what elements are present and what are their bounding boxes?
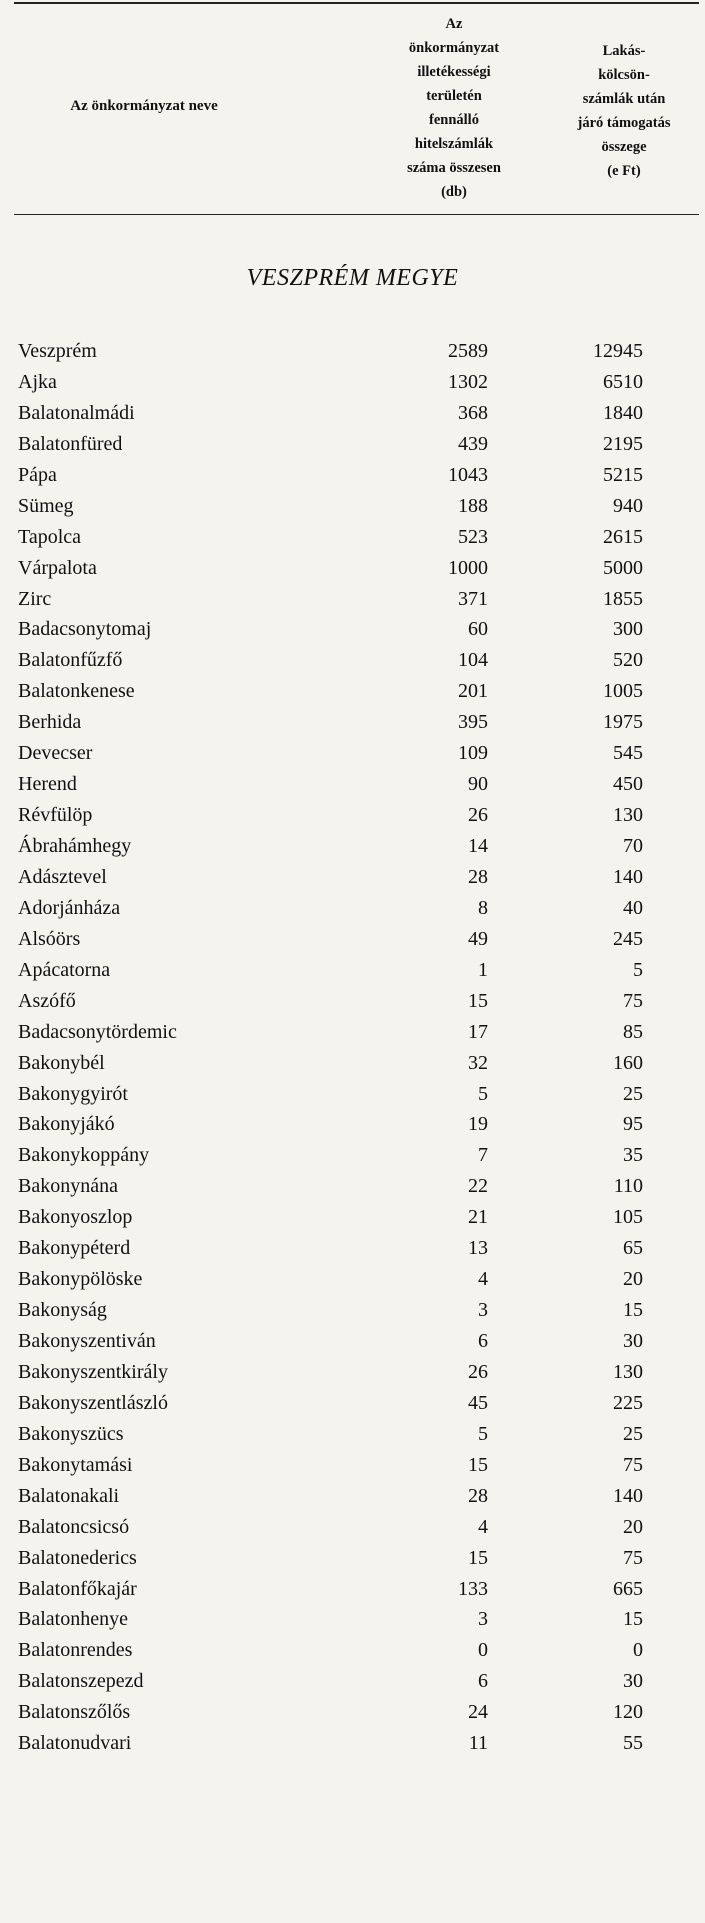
- municipality-name: Apácatorna: [18, 958, 111, 981]
- support-amount: 545: [613, 742, 643, 765]
- support-amount: 160: [613, 1051, 643, 1074]
- table-row: [0, 1666, 705, 1697]
- support-amount: 75: [623, 1453, 643, 1476]
- municipality-name: Balatonrendes: [18, 1639, 133, 1662]
- table-row: [0, 553, 705, 584]
- header-support-line: Lakás-: [602, 43, 646, 59]
- support-amount: 665: [613, 1577, 643, 1600]
- table-row: [0, 676, 705, 707]
- table-row: [0, 1295, 705, 1326]
- support-amount: 15: [623, 1608, 643, 1631]
- account-count: 371: [458, 587, 488, 610]
- account-count: 109: [458, 742, 488, 765]
- table-row: [0, 336, 705, 367]
- support-amount: 75: [623, 989, 643, 1012]
- municipality-name: Badacsonytomaj: [18, 618, 152, 641]
- account-count: 90: [468, 773, 488, 796]
- account-count: 13: [468, 1237, 488, 1260]
- support-amount: 120: [613, 1701, 643, 1724]
- municipality-name: Balatonfüred: [18, 432, 123, 455]
- support-amount: 55: [623, 1732, 643, 1755]
- support-amount: 20: [623, 1268, 643, 1291]
- account-count: 1000: [448, 556, 488, 579]
- header-support-line: számlák után: [582, 91, 666, 107]
- header-credit-accounts-count: [374, 12, 534, 204]
- municipality-name: Balatoncsicsó: [18, 1515, 130, 1538]
- table-row: [0, 1048, 705, 1079]
- support-amount: 65: [623, 1237, 643, 1260]
- account-count: 14: [468, 835, 488, 857]
- header-housing-support-amount: [544, 39, 704, 183]
- municipality-name: Bakonypéterd: [18, 1237, 131, 1260]
- municipality-name: Sümeg: [18, 494, 74, 517]
- table-row: [0, 1388, 705, 1419]
- account-count: 6: [478, 1330, 488, 1352]
- support-amount: 140: [613, 865, 643, 888]
- header-count-line: hitelszámlák: [414, 136, 494, 152]
- header-count-line: (db): [441, 184, 467, 200]
- municipality-name: Pápa: [18, 463, 57, 486]
- table-row: [0, 986, 705, 1017]
- municipality-name: Balatonudvari: [18, 1732, 132, 1755]
- table-row: [0, 1233, 705, 1264]
- support-amount: 5: [633, 958, 643, 981]
- municipality-name: Balatonhenye: [18, 1608, 128, 1631]
- municipality-name: Alsóörs: [18, 927, 81, 950]
- account-count: 21: [468, 1206, 488, 1229]
- municipality-name: Bakonypölöske: [18, 1268, 143, 1291]
- table-row: [0, 645, 705, 676]
- table-row: [0, 1697, 705, 1728]
- support-amount: 300: [613, 618, 643, 641]
- account-count: 104: [458, 649, 488, 672]
- account-count: 523: [458, 525, 488, 548]
- support-amount: 15: [623, 1299, 643, 1322]
- account-count: 5: [478, 1082, 488, 1105]
- table-row: [0, 831, 705, 862]
- account-count: 7: [478, 1144, 488, 1167]
- support-amount: 25: [623, 1082, 643, 1105]
- account-count: 8: [478, 896, 488, 919]
- municipality-name: Bakonyszentiván: [18, 1330, 156, 1352]
- municipality-name: Bakonyjákó: [18, 1113, 115, 1136]
- header-count-line: Az: [445, 16, 463, 32]
- table-row: [0, 367, 705, 398]
- account-count: 2589: [448, 340, 488, 362]
- account-count: 1302: [448, 370, 488, 393]
- account-count: 15: [468, 1546, 488, 1569]
- municipality-name: Bakonygyirót: [18, 1082, 128, 1105]
- table-row: [0, 862, 705, 893]
- municipality-name: Aszófő: [18, 989, 76, 1012]
- account-count: 60: [468, 618, 488, 641]
- support-amount: 2615: [603, 525, 643, 548]
- table-row: [0, 769, 705, 800]
- header-support-line: (e Ft): [607, 163, 641, 179]
- account-count: 133: [458, 1577, 488, 1600]
- support-amount: 12945: [593, 340, 643, 362]
- support-amount: 30: [623, 1330, 643, 1352]
- account-count: 28: [468, 865, 488, 888]
- support-amount: 85: [623, 1020, 643, 1043]
- account-count: 15: [468, 1453, 488, 1476]
- table-row: [0, 1202, 705, 1233]
- header-count-line: önkormányzat: [408, 40, 500, 56]
- account-count: 0: [478, 1639, 488, 1662]
- header-support-line: kölcsön-: [598, 67, 650, 83]
- table-header: [14, 12, 699, 208]
- support-amount: 1005: [603, 680, 643, 703]
- table-row: [0, 924, 705, 955]
- support-amount: 25: [623, 1422, 643, 1445]
- municipality-name: Balatonszőlős: [18, 1701, 131, 1724]
- table-row: [0, 491, 705, 522]
- support-amount: 1975: [603, 711, 643, 734]
- table-row: [0, 1419, 705, 1450]
- table-row: [0, 1171, 705, 1202]
- municipality-name: Bakonyszücs: [18, 1422, 124, 1445]
- header-count-line: fennálló: [429, 112, 479, 128]
- support-amount: 940: [613, 494, 643, 517]
- table-body: [0, 336, 705, 1759]
- municipality-name: Bakonybél: [18, 1051, 105, 1074]
- support-amount: 40: [623, 896, 643, 919]
- municipality-name: Balatonkenese: [18, 680, 135, 703]
- municipality-name: Balatonederics: [18, 1546, 137, 1569]
- support-amount: 450: [613, 773, 643, 796]
- municipality-name: Ajka: [18, 370, 57, 393]
- account-count: 26: [468, 1360, 488, 1383]
- account-count: 11: [468, 1732, 488, 1755]
- support-amount: 130: [613, 804, 643, 827]
- account-count: 439: [458, 432, 488, 455]
- municipality-name: Badacsonytördemic: [18, 1020, 177, 1043]
- account-count: 45: [468, 1391, 488, 1414]
- support-amount: 0: [633, 1639, 643, 1662]
- municipality-name: Bakonyoszlop: [18, 1206, 133, 1229]
- table-row: [0, 1574, 705, 1605]
- table-row: [0, 738, 705, 769]
- table-row: [0, 522, 705, 553]
- support-amount: 225: [613, 1391, 643, 1414]
- municipality-name: Bakonynána: [18, 1175, 118, 1198]
- municipality-name: Balatonalmádi: [18, 401, 135, 424]
- table-row: [0, 1079, 705, 1110]
- account-count: 32: [468, 1051, 488, 1074]
- municipality-name: Veszprém: [18, 340, 97, 362]
- support-amount: 1855: [603, 587, 643, 610]
- municipality-name: Bakonyság: [18, 1299, 107, 1322]
- account-count: 1: [478, 958, 488, 981]
- support-amount: 520: [613, 649, 643, 672]
- support-amount: 20: [623, 1515, 643, 1538]
- account-count: 19: [468, 1113, 488, 1136]
- account-count: 3: [478, 1608, 488, 1631]
- support-amount: 75: [623, 1546, 643, 1569]
- table-row: [0, 800, 705, 831]
- support-amount: 245: [613, 927, 643, 950]
- support-amount: 70: [623, 835, 643, 857]
- top-rule: [14, 2, 699, 4]
- municipality-name: Bakonyszentkirály: [18, 1360, 168, 1383]
- municipality-name: Balatonszepezd: [18, 1670, 144, 1693]
- municipality-name: Devecser: [18, 742, 93, 765]
- municipality-name: Adorjánháza: [18, 896, 121, 919]
- account-count: 4: [478, 1515, 488, 1538]
- header-count-line: illetékességi: [417, 64, 491, 80]
- account-count: 368: [458, 401, 488, 424]
- table-row: [0, 1017, 705, 1048]
- support-amount: 35: [623, 1144, 643, 1167]
- table-row: [0, 1357, 705, 1388]
- account-count: 3: [478, 1299, 488, 1322]
- municipality-name: Berhida: [18, 711, 82, 734]
- header-support-line: összege: [601, 139, 647, 155]
- account-count: 28: [468, 1484, 488, 1507]
- account-count: 22: [468, 1175, 488, 1198]
- municipality-name: Várpalota: [18, 556, 97, 579]
- account-count: 6: [478, 1670, 488, 1693]
- municipality-name: Adásztevel: [18, 865, 107, 888]
- account-count: 4: [478, 1268, 488, 1291]
- table-row: [0, 1543, 705, 1574]
- municipality-name: Herend: [18, 773, 77, 796]
- municipality-name: Bakonytamási: [18, 1453, 133, 1476]
- support-amount: 6510: [603, 370, 643, 393]
- table-row: [0, 429, 705, 460]
- table-row: [0, 707, 705, 738]
- header-support-line: járó támogatás: [577, 115, 671, 131]
- account-count: 15: [468, 989, 488, 1012]
- table-row: [0, 1604, 705, 1635]
- support-amount: 140: [613, 1484, 643, 1507]
- header-rule: [14, 214, 699, 215]
- account-count: 1043: [448, 463, 488, 486]
- table-row: [0, 1481, 705, 1512]
- table-row: [0, 1450, 705, 1481]
- table-row: [0, 614, 705, 645]
- header-municipality-name: Az önkormányzat neve: [70, 98, 218, 114]
- account-count: 26: [468, 804, 488, 827]
- table-row: [0, 1728, 705, 1759]
- table-row: [0, 1140, 705, 1171]
- account-count: 49: [468, 927, 488, 950]
- municipality-name: Révfülöp: [18, 804, 93, 827]
- municipality-name: Tapolca: [18, 525, 82, 548]
- header-count-line: száma összesen: [407, 160, 501, 176]
- table-row: [0, 584, 705, 615]
- support-amount: 1840: [603, 401, 643, 424]
- table-row: [0, 1635, 705, 1666]
- table-row: [0, 893, 705, 924]
- account-count: 395: [458, 711, 488, 734]
- municipality-name: Bakonyszentlászló: [18, 1391, 168, 1414]
- table-row: [0, 955, 705, 986]
- municipality-name: Balatonfűzfő: [18, 649, 123, 672]
- municipality-name: Bakonykoppány: [18, 1144, 150, 1167]
- header-count-line: területén: [426, 88, 482, 104]
- municipality-name: Balatonakali: [18, 1484, 120, 1507]
- support-amount: 105: [613, 1206, 643, 1229]
- account-count: 201: [458, 680, 488, 703]
- table-row: [0, 1512, 705, 1543]
- account-count: 5: [478, 1422, 488, 1445]
- municipality-name: Zirc: [18, 587, 52, 610]
- support-amount: 95: [623, 1113, 643, 1136]
- municipality-name: Ábrahámhegy: [18, 835, 132, 857]
- support-amount: 2195: [603, 432, 643, 455]
- support-amount: 5215: [603, 463, 643, 486]
- account-count: 188: [458, 494, 488, 517]
- support-amount: 130: [613, 1360, 643, 1383]
- table-row: [0, 398, 705, 429]
- support-amount: 110: [613, 1175, 643, 1198]
- table-row: [0, 1326, 705, 1357]
- support-amount: 30: [623, 1670, 643, 1693]
- county-title: VESZPRÉM MEGYE: [246, 265, 459, 291]
- account-count: 17: [468, 1020, 488, 1043]
- support-amount: 5000: [603, 556, 643, 579]
- municipality-name: Balatonfőkajár: [18, 1577, 137, 1600]
- account-count: 24: [468, 1701, 488, 1724]
- table-row: [0, 460, 705, 491]
- table-row: [0, 1109, 705, 1140]
- table-row: [0, 1264, 705, 1295]
